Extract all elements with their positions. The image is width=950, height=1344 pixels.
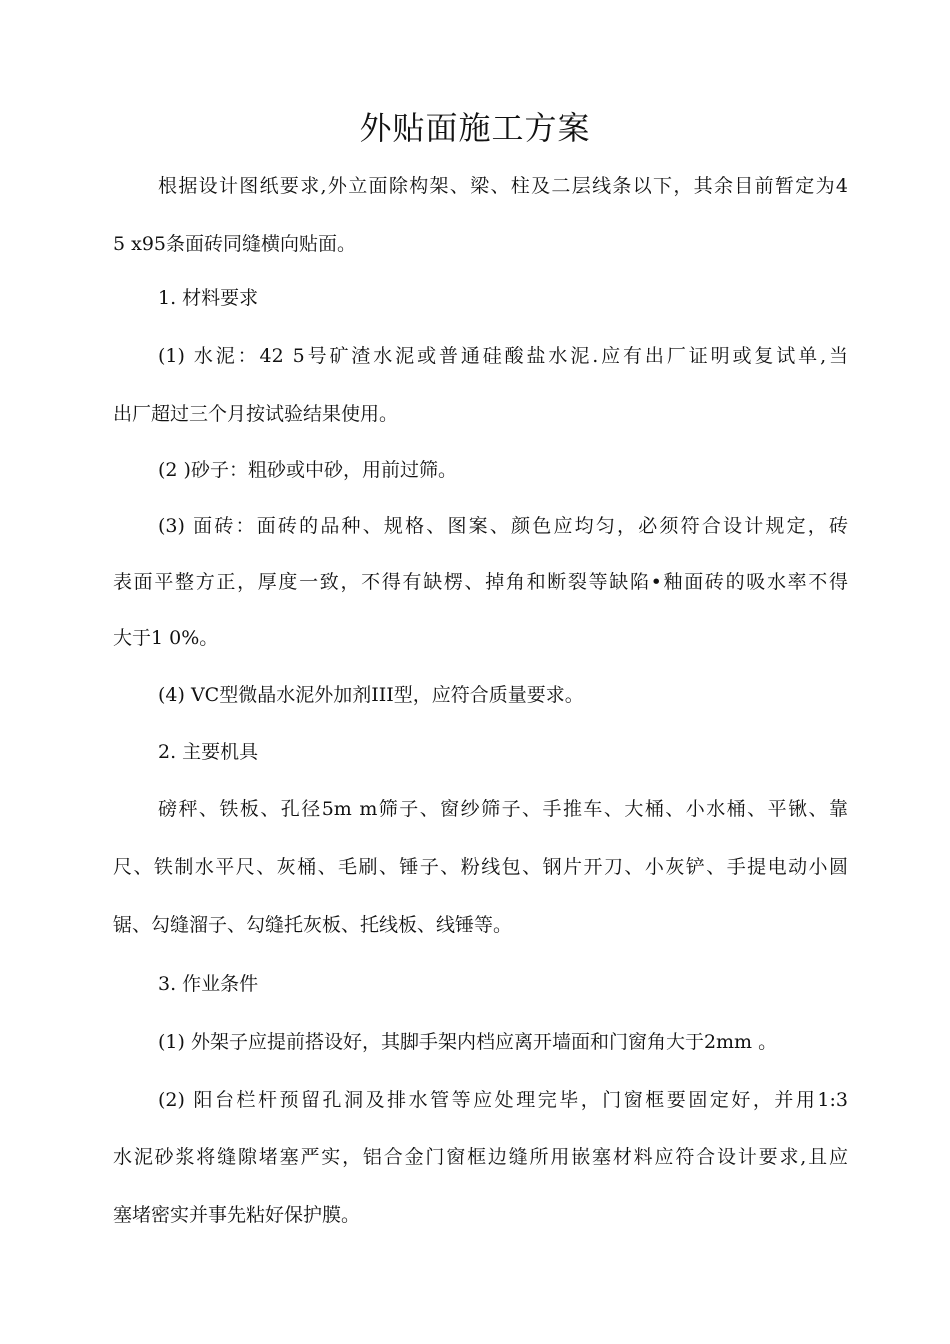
- paragraph-line: (2 )砂子：粗砂或中砂，用前过筛。: [158, 459, 457, 481]
- paragraph-line: (1) 外架子应提前搭设好，其脚手架内档应离开墙面和门窗角大于2mm 。: [158, 1031, 778, 1053]
- document-title: 外贴面施工方案: [359, 109, 591, 147]
- paragraph-line: 5 x95条面砖同缝横向贴面。: [113, 233, 357, 255]
- paragraph-line: (4) VC型微晶水泥外加剂III型，应符合质量要求。: [158, 684, 584, 706]
- paragraph-line: 塞堵密实并事先粘好保护膜。: [113, 1204, 361, 1226]
- paragraph-line: 根据设计图纸要求,外立面除构架、梁、柱及二层线条以下，其余目前暂定为4: [158, 175, 848, 197]
- paragraph-line: (2) 阳台栏杆预留孔洞及排水管等应处理完毕，门窗框要固定好，并用1:3: [158, 1089, 848, 1111]
- paragraph-line: (1) 水泥：42 5号矿渣水泥或普通硅酸盐水泥.应有出厂证明或复试单,当: [158, 345, 848, 367]
- section-heading-tools: 2. 主要机具: [158, 741, 259, 763]
- section-heading-conditions: 3. 作业条件: [158, 973, 259, 995]
- paragraph-line: 水泥砂浆将缝隙堵塞严实，铝合金门窗框边缝所用嵌塞材料应符合设计要求,且应: [113, 1146, 848, 1168]
- paragraph-line: 磅秤、铁板、孔径5m m筛子、窗纱筛子、手推车、大桶、小水桶、平锹、靠: [158, 798, 848, 820]
- section-heading-materials: 1. 材料要求: [158, 287, 259, 309]
- paragraph-line: 大于1 0%。: [113, 627, 219, 649]
- paragraph-line: (3) 面砖：面砖的品种、规格、图案、颜色应均匀，必须符合设计规定，砖: [158, 515, 848, 537]
- paragraph-line: 锯、勾缝溜子、勾缝托灰板、托线板、线锤等。: [113, 914, 513, 936]
- paragraph-line: 表面平整方正，厚度一致，不得有缺楞、掉角和断裂等缺陷•釉面砖的吸水率不得: [113, 571, 848, 593]
- paragraph-line: 出厂超过三个月按试验结果使用。: [113, 403, 399, 425]
- paragraph-line: 尺、铁制水平尺、灰桶、毛刷、锤子、粉线包、钢片开刀、小灰铲、手提电动小圆: [113, 856, 848, 878]
